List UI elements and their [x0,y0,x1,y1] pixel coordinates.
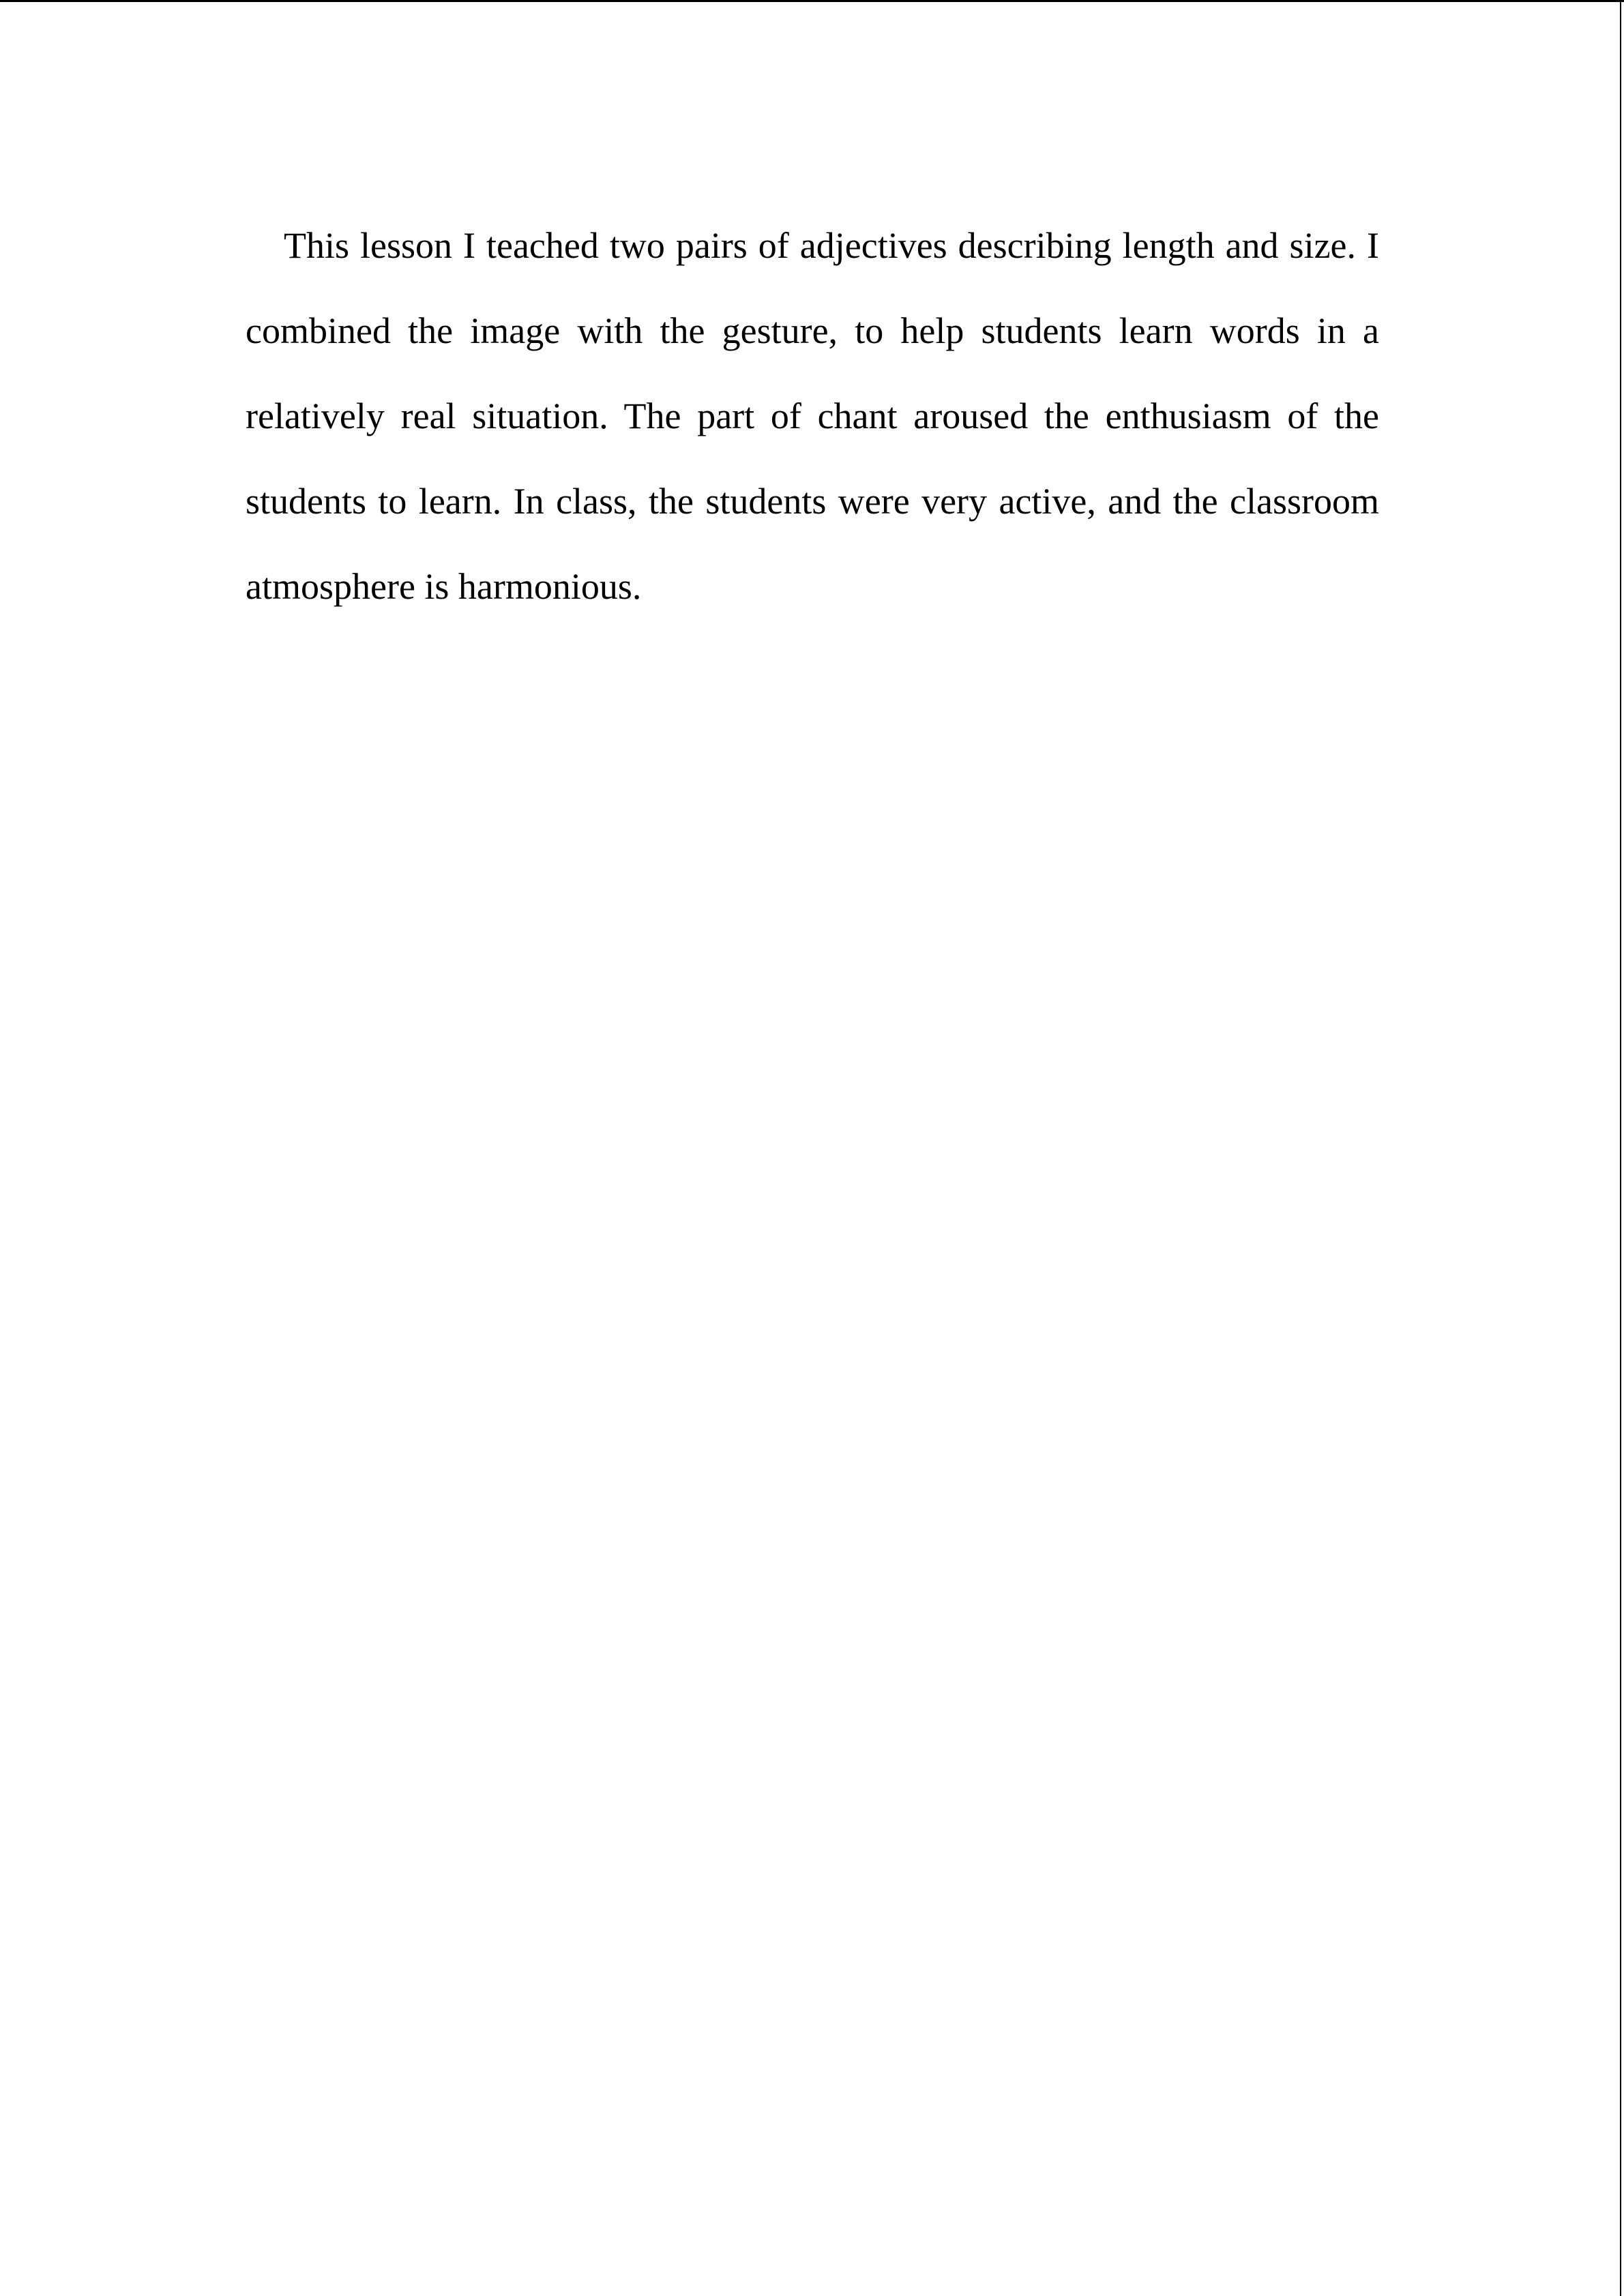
page-right-border [1620,0,1621,2296]
body-paragraph: This lesson I teached two pairs of adjectives describing length and size. I combined the image with the gesture, to help students learn words in a relatively real situation. The part of chant aroused the enthusiasm of the students to learn. In class, the students were very active, and the classroom atmosphere is harmonious. [246,225,1379,607]
page-top-border [0,0,1624,2]
